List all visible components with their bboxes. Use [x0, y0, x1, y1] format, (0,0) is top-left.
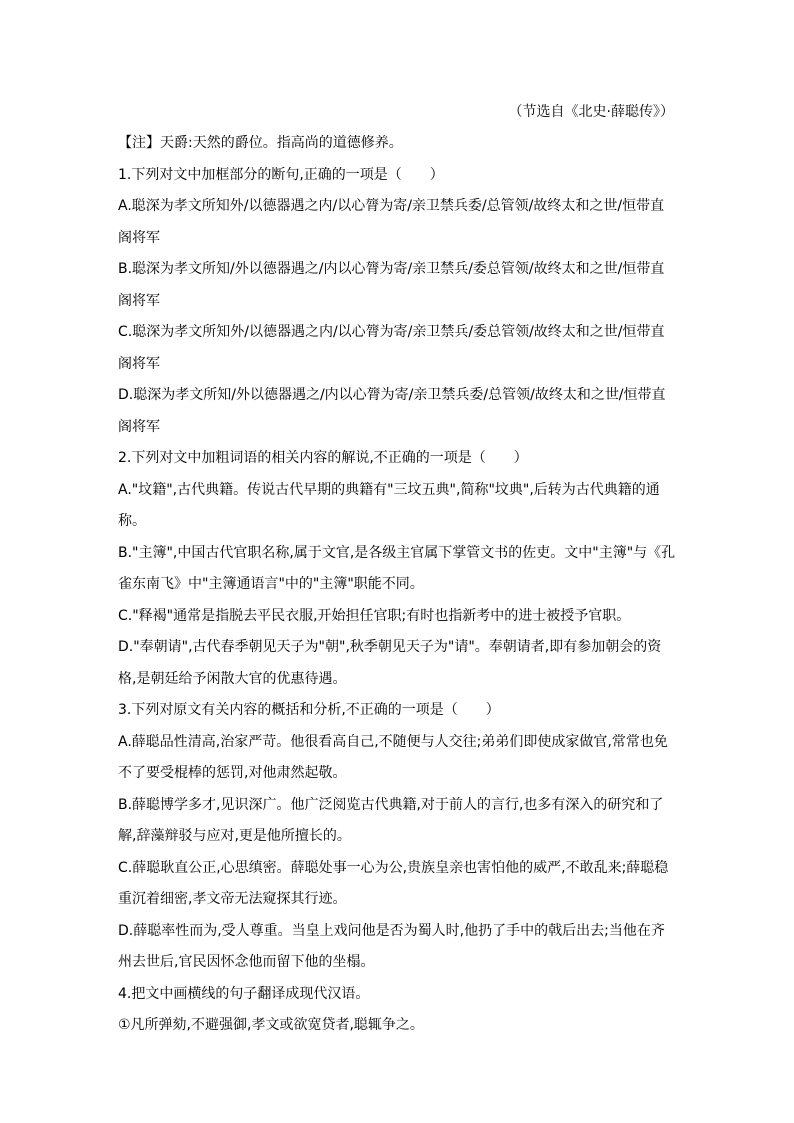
text-line: A.薛聪品性清高,治家严苛。他很看高自己,不随便与人交往;弟弟们即使成家做官,常常也免 — [118, 733, 668, 750]
text-line: C.薛聪耿直公正,心思缜密。薛聪处事一心为公,贵族皇亲也害怕他的威严,不敢乱来;薛聪稳 — [118, 859, 669, 876]
text-line: 阁将军 — [118, 418, 160, 435]
text-line: 1.下列对文中加框部分的断句,正确的一项是（ ） — [118, 166, 444, 183]
text-line: D.聪深为孝文所知/外以德器遇之/内以心膂为寄/亲卫禁兵委/总管领/故终太和之世/恒带直 — [118, 387, 666, 403]
text-line: 阁将军 — [118, 355, 160, 372]
text-line: 解,辞藻辩驳与应对,更是他所擅长的。 — [118, 828, 351, 844]
text-line: 雀东南飞》中"主簿通语言"中的"主簿"职能不同。 — [118, 576, 424, 592]
text-line: C.聪深为孝文所知外/以德器遇之内/以心膂为寄/亲卫禁兵/委总管领/故终太和之世/恒带直 — [118, 324, 665, 340]
source-citation: （节选自《北史·薛聪传》） — [508, 104, 674, 120]
text-line: B.聪深为孝文所知/外以德器遇之/内以心膂为寄/亲卫禁兵/委总管领/故终太和之世/恒带直 — [118, 261, 665, 277]
text-line: 3.下列对原文有关内容的概括和分析,不正确的一项是（ ） — [118, 702, 500, 718]
text-line: 阁将军 — [118, 292, 160, 309]
text-line: 称。 — [118, 513, 146, 529]
text-line: D.薛聪率性而为,受人尊重。当皇上戏问他是否为蜀人时,他扔了手中的戟后出去;当他在齐 — [118, 922, 665, 939]
text-line: A.聪深为孝文所知外/以德器遇之内/以心膂为寄/亲卫禁兵委/总管领/故终太和之世/恒带直 — [118, 198, 665, 214]
text-line: 格,是朝廷给予闲散大官的优惠待遇。 — [118, 670, 347, 687]
text-line: 不了要受棍棒的惩罚,对他肃然起敬。 — [118, 765, 347, 781]
text-line: D."奉朝请",古代春季朝见天子为"朝",秋季朝见天子为"请"。奉朝请者,即有参加朝会的资 — [118, 639, 662, 655]
text-line: ①凡所弹劾,不避强御,孝文或欲宽贷者,聪辄争之。 — [118, 1017, 424, 1033]
text-line: 【注】天爵:天然的爵位。指高尚的道德修养。 — [118, 135, 403, 151]
text-line: C."释褐"通常是指脱去平民衣服,开始担任官职;有时也指新考中的进士被授予官职。 — [118, 607, 631, 624]
text-line: 2.下列对文中加粗词语的相关内容的解说,不正确的一项是（ ） — [118, 450, 528, 466]
text-line: 州去世后,官民因怀念他而留下他的坐榻。 — [118, 954, 375, 970]
text-line: A."坟籍",古代典籍。传说古代早期的典籍有"三坟五典",简称"坟典",后转为古代典籍的通 — [118, 481, 660, 498]
text-line: B.薛聪博学多才,见识深广。他广泛阅览古代典籍,对于前人的言行,也多有深入的研究和了 — [118, 796, 664, 813]
text-line: 阁将军 — [118, 229, 160, 246]
text-line: B."主簿",中国古代官职名称,属于文官,是各级主官属下掌管文书的佐吏。文中"主簿"与《孔 — [118, 544, 676, 561]
text-line: 重沉着细密,孝文帝无法窥探其行迹。 — [118, 891, 347, 907]
text-line: 4.把文中画横线的句子翻译成现代汉语。 — [118, 985, 370, 1002]
